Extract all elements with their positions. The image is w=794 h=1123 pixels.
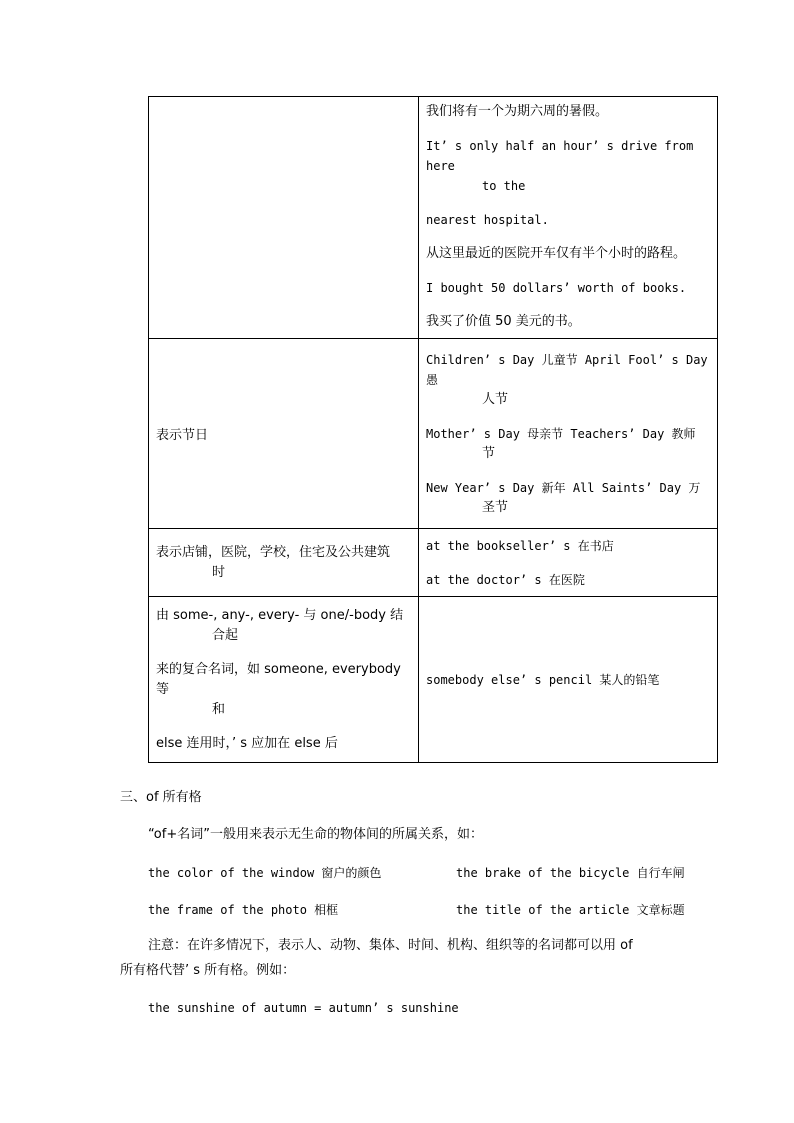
table-row — [149, 529, 718, 597]
example-line: 从这里最近的医院开车仅有半个小时的路程。 — [426, 246, 687, 261]
table-cell-examples — [419, 339, 718, 529]
label-line: 时 — [212, 564, 226, 580]
example-line: New Year’ s Day 新年 All Saints’ Day 万 — [426, 480, 701, 495]
note-line: 注意：在许多情况下，表示人、动物、集体、时间、机构、组织等的名词都可以用 of — [148, 938, 633, 953]
label-line: 来的复合名词，如 someone, everybody 等 — [156, 661, 401, 697]
table-row — [149, 339, 718, 529]
example-line: 节 — [482, 445, 496, 461]
table-cell-empty — [149, 97, 419, 339]
example-line: 我买了价值 50 美元的书。 — [426, 314, 581, 329]
example-line: 人节 — [482, 391, 509, 407]
example-line: the sunshine of autumn = autumn’ s sunshine — [148, 1001, 459, 1015]
table-cell-examples — [419, 97, 718, 339]
table-row — [149, 97, 718, 339]
table-cell-examples — [419, 597, 718, 763]
label-line: 合起 — [212, 627, 239, 643]
label-line: 和 — [212, 701, 226, 717]
example-line: at the doctor’ s 在医院 — [426, 572, 585, 587]
table-row — [149, 597, 718, 763]
example-line: I bought 50 dollars’ worth of books. — [426, 281, 687, 295]
table-cell-label — [149, 597, 419, 763]
label-line: 由 some-, any-, every- 与 one/-body 结 — [156, 607, 404, 623]
section-heading: 三、of 所有格 — [120, 790, 202, 805]
table-cell-examples — [419, 529, 718, 597]
example-right: the title of the article 文章标题 — [456, 903, 685, 917]
section-intro: “of+名词”一般用来表示无生命的物体间的所属关系，如： — [148, 827, 483, 842]
example-line: 圣节 — [482, 499, 509, 515]
example-left: the color of the window 窗户的颜色 — [148, 866, 382, 880]
example-left: the frame of the photo 相框 — [148, 903, 339, 917]
example-right: the brake of the bicycle 自行车闸 — [456, 866, 685, 880]
example-line: 我们将有一个为期六周的暑假。 — [426, 104, 609, 119]
example-line: to the — [482, 179, 526, 193]
example-line: somebody else’ s pencil 某人的铅笔 — [426, 672, 660, 687]
example-line: Children’ s Day 儿童节 April Fool’ s Day 愚 — [426, 352, 708, 387]
example-line: It’ s only half an hour’ s drive from here — [426, 139, 694, 173]
example-line: at the bookseller’ s 在书店 — [426, 538, 614, 553]
label-line: 表示店铺，医院，学校，住宅及公共建筑 — [156, 544, 391, 560]
grammar-table — [148, 96, 718, 763]
example-line: Mother’ s Day 母亲节 Teachers’ Day 教师 — [426, 426, 696, 441]
note-line: 所有格代替’ s 所有格。例如： — [120, 963, 296, 978]
table-cell-label: 表示节日 — [149, 339, 419, 529]
label-line: else 连用时，’ s 应加在 else 后 — [156, 735, 338, 751]
example-line: nearest hospital. — [426, 213, 549, 227]
table-cell-label — [149, 529, 419, 597]
